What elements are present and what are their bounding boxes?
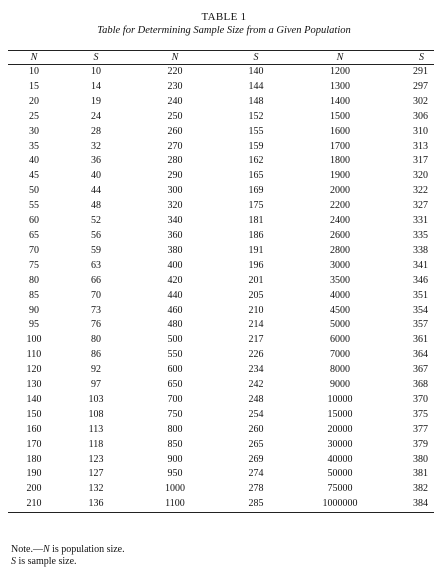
cell-n-1: 120 xyxy=(26,364,42,376)
cell-n-2: 900 xyxy=(167,453,183,465)
cell-s-3: 357 xyxy=(413,319,428,331)
cell-n-3: 2000 xyxy=(330,185,350,197)
table-row xyxy=(8,169,434,184)
cell-n-3: 50000 xyxy=(327,468,353,480)
cell-n-2: 600 xyxy=(167,364,183,376)
cell-s-1: 66 xyxy=(91,274,101,286)
cell-s-1: 86 xyxy=(91,349,101,361)
table-row xyxy=(8,363,434,378)
cell-s-1: 103 xyxy=(88,393,104,405)
cell-s-2: 260 xyxy=(248,423,264,435)
cell-s-2: 175 xyxy=(248,200,264,212)
cell-n-2: 850 xyxy=(167,438,183,450)
cell-n-1: 210 xyxy=(8,497,60,512)
cell-n-2: 290 xyxy=(167,170,183,182)
cell-s-1: 127 xyxy=(88,468,104,480)
cell-n-2: 950 xyxy=(167,468,183,480)
cell-s-3: 317 xyxy=(413,155,428,167)
table-row xyxy=(8,348,434,363)
cell-s-1: 28 xyxy=(91,125,101,137)
table-row xyxy=(8,408,434,423)
cell-s-2: 169 xyxy=(248,185,264,197)
header-s-3: S xyxy=(386,51,434,65)
cell-s-3: 375 xyxy=(413,408,428,420)
cell-s-1: 76 xyxy=(91,319,101,331)
cell-s-2: 155 xyxy=(248,125,264,137)
cell-s-3: 364 xyxy=(413,349,428,361)
cell-s-1: 24 xyxy=(91,110,101,122)
cell-s-3: 351 xyxy=(413,289,428,301)
table-row xyxy=(8,199,434,214)
cell-n-1: 100 xyxy=(26,334,42,346)
cell-s-3: 338 xyxy=(413,244,428,256)
cell-s-1: 136 xyxy=(60,497,132,512)
cell-n-1: 25 xyxy=(29,110,39,122)
cell-s-2: 181 xyxy=(248,215,264,227)
table-row xyxy=(8,467,434,482)
cell-n-1: 35 xyxy=(29,140,39,152)
cell-s-3: 335 xyxy=(413,229,428,241)
cell-s-1: 40 xyxy=(91,170,101,182)
cell-n-3: 1900 xyxy=(330,170,350,182)
cell-s-2: 214 xyxy=(248,319,264,331)
cell-n-2: 1000 xyxy=(165,483,185,495)
cell-n-1: 140 xyxy=(26,393,42,405)
cell-n-2: 550 xyxy=(167,349,183,361)
cell-n-2: 480 xyxy=(167,319,183,331)
cell-n-1: 150 xyxy=(26,408,42,420)
cell-s-3: 368 xyxy=(413,379,428,391)
cell-n-3: 20000 xyxy=(327,423,353,435)
cell-n-1: 40 xyxy=(29,155,39,167)
cell-s-2: 248 xyxy=(248,393,264,405)
sample-size-table xyxy=(8,50,434,513)
cell-s-2: 210 xyxy=(248,304,264,316)
cell-n-3: 9000 xyxy=(330,379,350,391)
cell-n-2: 650 xyxy=(167,379,183,391)
table-note xyxy=(11,544,125,568)
cell-s-3: 382 xyxy=(413,483,428,495)
cell-s-3: 379 xyxy=(413,438,428,450)
cell-n-2: 700 xyxy=(167,393,183,405)
cell-s-3: 302 xyxy=(413,95,428,107)
cell-s-3: 291 xyxy=(413,66,428,77)
cell-s-1: 97 xyxy=(91,379,101,391)
cell-s-2: 269 xyxy=(248,453,264,465)
cell-n-2: 220 xyxy=(167,66,183,77)
cell-s-1: 19 xyxy=(91,95,101,107)
cell-s-1: 32 xyxy=(91,140,101,152)
cell-s-1: 80 xyxy=(91,334,101,346)
cell-s-3: 320 xyxy=(413,170,428,182)
cell-s-3: 367 xyxy=(413,364,428,376)
cell-n-3: 7000 xyxy=(330,349,350,361)
cell-s-2: 274 xyxy=(248,468,264,480)
table-row xyxy=(8,378,434,393)
cell-n-3: 6000 xyxy=(330,334,350,346)
cell-s-1: 70 xyxy=(91,289,101,301)
cell-s-2: 144 xyxy=(248,80,264,92)
cell-n-2: 240 xyxy=(167,95,183,107)
cell-n-2: 300 xyxy=(167,185,183,197)
cell-n-2: 230 xyxy=(167,80,183,92)
table-row xyxy=(8,140,434,155)
cell-s-1: 63 xyxy=(91,259,101,271)
cell-s-2: 265 xyxy=(248,438,264,450)
table-row xyxy=(8,453,434,468)
cell-s-1: 10 xyxy=(91,66,101,77)
table-row xyxy=(8,438,434,453)
cell-n-1: 75 xyxy=(29,259,39,271)
cell-n-3: 1800 xyxy=(330,155,350,167)
cell-s-2: 254 xyxy=(248,408,264,420)
table-title: TABLE 1 xyxy=(201,11,247,23)
table-row xyxy=(8,184,434,199)
cell-n-1: 110 xyxy=(26,349,42,361)
cell-s-3: 361 xyxy=(413,334,428,346)
cell-n-2: 270 xyxy=(167,140,183,152)
cell-s-1: 92 xyxy=(91,364,101,376)
cell-s-2: 159 xyxy=(248,140,264,152)
header-n-2: N xyxy=(132,51,218,65)
note-n-text: is population size. xyxy=(49,544,125,555)
cell-n-2: 440 xyxy=(167,289,183,301)
cell-n-3: 2400 xyxy=(330,215,350,227)
cell-n-3: 75000 xyxy=(327,483,353,495)
cell-s-2: 201 xyxy=(248,274,264,286)
table-row xyxy=(8,244,434,259)
table-row xyxy=(8,289,434,304)
cell-s-2: 152 xyxy=(248,110,264,122)
cell-s-1: 48 xyxy=(91,200,101,212)
table-row xyxy=(8,274,434,289)
cell-s-2: 226 xyxy=(248,349,264,361)
cell-s-3: 313 xyxy=(413,140,428,152)
cell-s-3: 322 xyxy=(413,185,428,197)
cell-s-3: 306 xyxy=(413,110,428,122)
cell-s-2: 148 xyxy=(248,95,264,107)
cell-n-3: 2600 xyxy=(330,229,350,241)
cell-n-3: 40000 xyxy=(327,453,353,465)
cell-n-2: 750 xyxy=(167,408,183,420)
cell-s-2: 196 xyxy=(248,259,264,271)
cell-n-2: 500 xyxy=(167,334,183,346)
table-row xyxy=(8,95,434,110)
cell-s-2: 234 xyxy=(248,364,264,376)
cell-s-1: 132 xyxy=(88,483,104,495)
cell-n-1: 170 xyxy=(26,438,42,450)
cell-s-1: 44 xyxy=(91,185,101,197)
table-row xyxy=(8,497,434,512)
cell-n-1: 45 xyxy=(29,170,39,182)
table-row xyxy=(8,110,434,125)
cell-s-3: 331 xyxy=(413,215,428,227)
cell-n-2: 260 xyxy=(167,125,183,137)
header-s-1: S xyxy=(60,51,132,65)
cell-n-3: 2800 xyxy=(330,244,350,256)
cell-s-2: 165 xyxy=(248,170,264,182)
table-row xyxy=(8,65,434,80)
table-row xyxy=(8,80,434,95)
cell-n-2: 340 xyxy=(167,215,183,227)
cell-s-3: 381 xyxy=(413,468,428,480)
note-line-population xyxy=(11,544,125,556)
cell-n-2: 360 xyxy=(167,229,183,241)
cell-n-2: 380 xyxy=(167,244,183,256)
cell-n-3: 1400 xyxy=(330,95,350,107)
table-row xyxy=(8,393,434,408)
cell-n-1: 85 xyxy=(29,289,39,301)
cell-n-3: 8000 xyxy=(330,364,350,376)
cell-n-1: 160 xyxy=(26,423,42,435)
table-subtitle: Table for Determining Sample Size from a Given Population xyxy=(97,25,351,36)
table-row xyxy=(8,304,434,319)
cell-s-1: 14 xyxy=(91,80,101,92)
cell-n-1: 55 xyxy=(29,200,39,212)
cell-s-2: 285 xyxy=(218,497,294,512)
cell-n-3: 1500 xyxy=(330,110,350,122)
cell-s-3: 297 xyxy=(413,80,428,92)
cell-n-3: 4500 xyxy=(330,304,350,316)
table-row xyxy=(8,259,434,274)
cell-n-1: 90 xyxy=(29,304,39,316)
cell-n-3: 1700 xyxy=(330,140,350,152)
cell-n-1: 15 xyxy=(29,80,39,92)
cell-n-1: 50 xyxy=(29,185,39,197)
note-s-symbol: S xyxy=(11,556,16,567)
cell-s-1: 113 xyxy=(88,423,104,435)
table-row xyxy=(8,154,434,169)
cell-s-3: 370 xyxy=(413,393,428,405)
table-row xyxy=(8,318,434,333)
cell-s-3: 327 xyxy=(413,200,428,212)
cell-s-1: 108 xyxy=(88,408,104,420)
cell-n-3: 2200 xyxy=(330,200,350,212)
note-line-sample xyxy=(11,556,125,568)
cell-s-1: 59 xyxy=(91,244,101,256)
cell-s-3: 341 xyxy=(413,259,428,271)
cell-n-3: 1300 xyxy=(330,80,350,92)
cell-n-3: 1200 xyxy=(330,66,350,77)
cell-s-3: 384 xyxy=(386,497,434,512)
cell-n-3: 3500 xyxy=(330,274,350,286)
cell-n-3: 15000 xyxy=(327,408,353,420)
header-n-3: N xyxy=(294,51,386,65)
cell-n-3: 5000 xyxy=(330,319,350,331)
table-row xyxy=(8,482,434,497)
cell-n-1: 80 xyxy=(29,274,39,286)
cell-s-3: 377 xyxy=(413,423,428,435)
table-body xyxy=(8,65,434,513)
table-row xyxy=(8,229,434,244)
cell-s-2: 217 xyxy=(248,334,264,346)
cell-s-2: 140 xyxy=(248,66,264,77)
cell-n-3: 1000000 xyxy=(294,497,386,512)
cell-s-2: 278 xyxy=(248,483,264,495)
cell-s-2: 242 xyxy=(248,379,264,391)
cell-n-3: 1600 xyxy=(330,125,350,137)
table-row xyxy=(8,423,434,438)
cell-n-2: 1100 xyxy=(132,497,218,512)
note-prefix: Note.— xyxy=(11,544,43,555)
cell-s-3: 346 xyxy=(413,274,428,286)
cell-s-2: 186 xyxy=(248,229,264,241)
cell-n-1: 70 xyxy=(29,244,39,256)
note-s-text: is sample size. xyxy=(16,556,77,567)
cell-n-3: 10000 xyxy=(327,393,353,405)
cell-n-1: 180 xyxy=(26,453,42,465)
cell-s-2: 205 xyxy=(248,289,264,301)
cell-n-2: 420 xyxy=(167,274,183,286)
header-s-2: S xyxy=(218,51,294,65)
cell-s-1: 118 xyxy=(88,438,104,450)
cell-n-3: 3000 xyxy=(330,259,350,271)
cell-s-2: 191 xyxy=(248,244,264,256)
cell-s-3: 354 xyxy=(413,304,428,316)
cell-n-2: 460 xyxy=(167,304,183,316)
table-row xyxy=(8,214,434,229)
cell-n-2: 250 xyxy=(167,110,183,122)
cell-s-1: 36 xyxy=(91,155,101,167)
cell-s-1: 52 xyxy=(91,215,101,227)
cell-n-2: 280 xyxy=(167,155,183,167)
cell-n-1: 20 xyxy=(29,95,39,107)
cell-s-2: 162 xyxy=(248,155,264,167)
cell-n-1: 190 xyxy=(26,468,42,480)
cell-n-3: 30000 xyxy=(327,438,353,450)
cell-n-2: 400 xyxy=(167,259,183,271)
cell-n-1: 130 xyxy=(26,379,42,391)
note-n-symbol: N xyxy=(42,544,50,555)
cell-n-3: 4000 xyxy=(330,289,350,301)
cell-n-1: 60 xyxy=(29,215,39,227)
cell-s-3: 310 xyxy=(413,125,428,137)
cell-s-1: 56 xyxy=(91,229,101,241)
table-header-row xyxy=(8,51,434,65)
cell-s-3: 380 xyxy=(413,453,428,465)
cell-n-2: 800 xyxy=(167,423,183,435)
cell-n-2: 320 xyxy=(167,200,183,212)
cell-n-1: 95 xyxy=(29,319,39,331)
cell-n-1: 200 xyxy=(26,483,42,495)
table-row xyxy=(8,333,434,348)
cell-n-1: 30 xyxy=(29,125,39,137)
cell-n-1: 65 xyxy=(29,229,39,241)
cell-s-1: 73 xyxy=(91,304,101,316)
header-n-1: N xyxy=(8,51,60,65)
cell-s-1: 123 xyxy=(88,453,104,465)
table-row xyxy=(8,125,434,140)
cell-n-1: 10 xyxy=(29,66,39,77)
